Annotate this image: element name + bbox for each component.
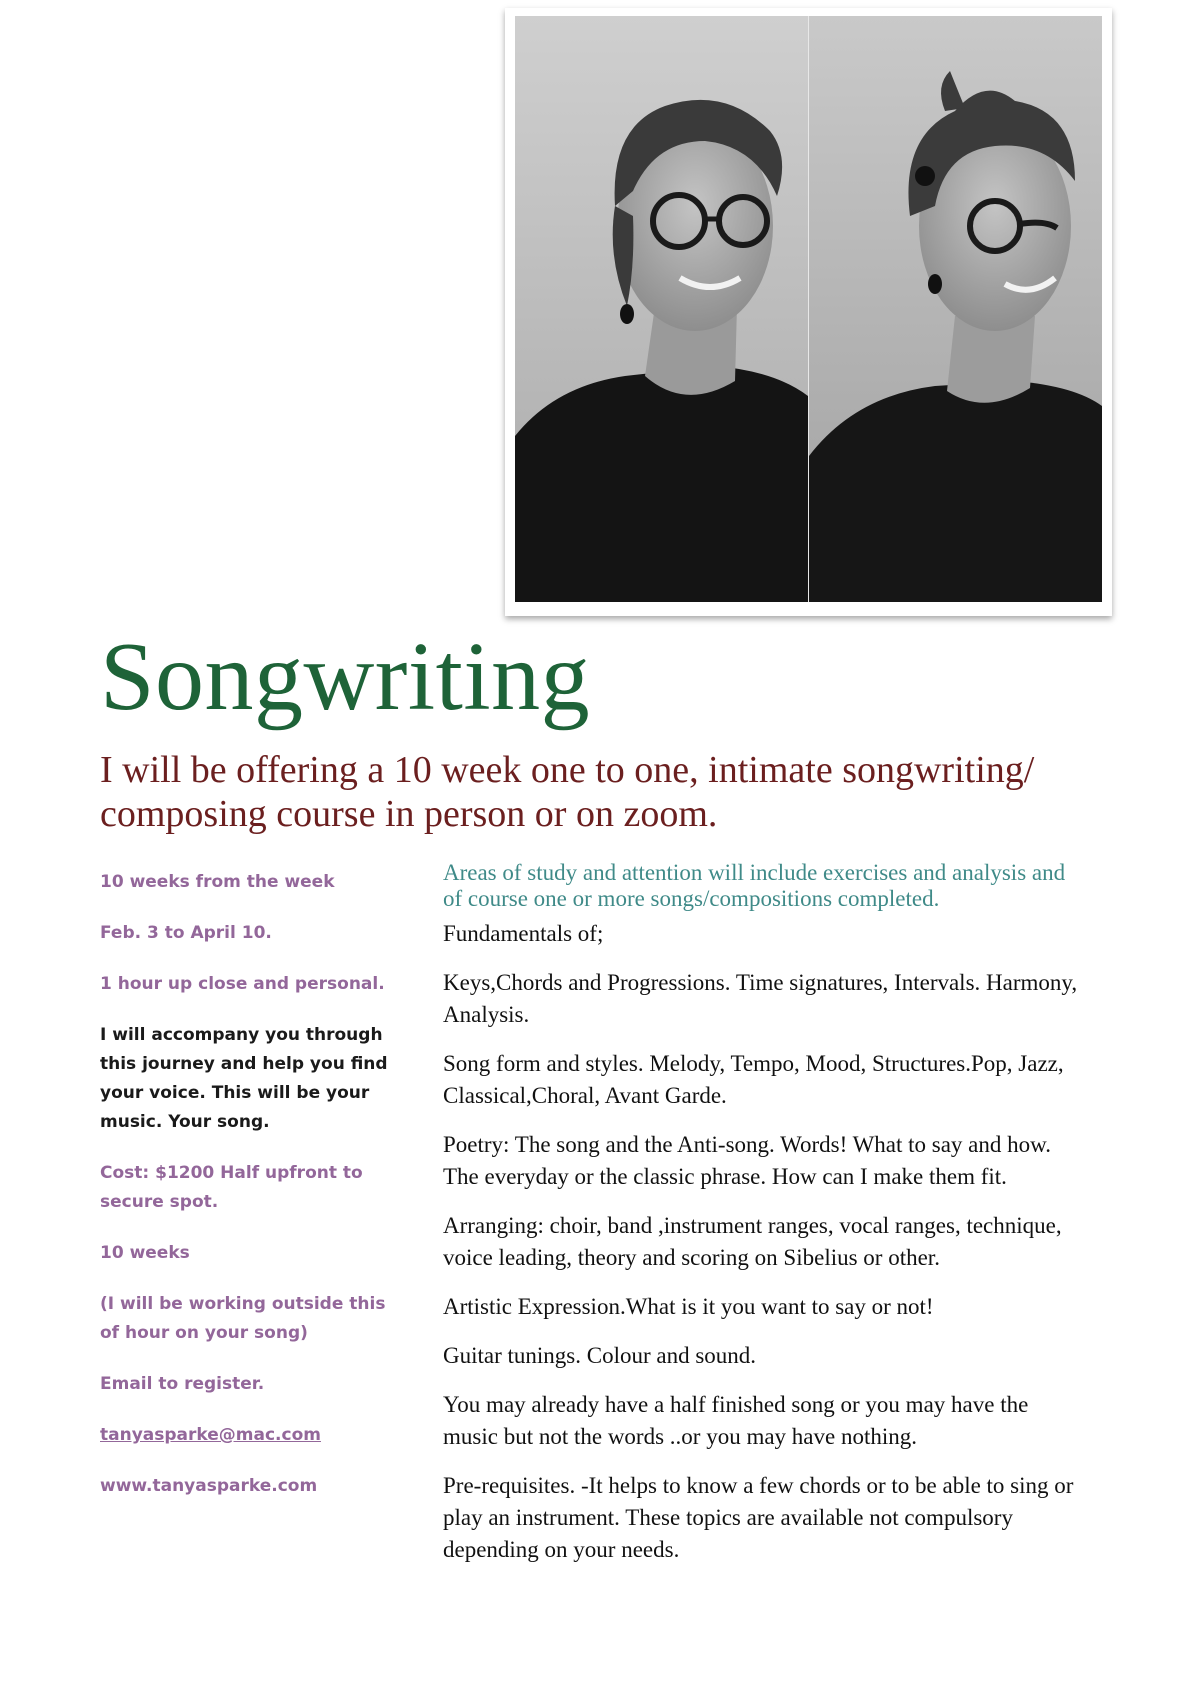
weeks-text: 10 weeks — [100, 1243, 190, 1263]
hour-text: 1 hour up close and personal. — [100, 974, 385, 994]
song-form-text: Song form and styles. Melody, Tempo, Mood, Structures.Pop, Jazz, Classical,Choral, Avant Garde. — [443, 1051, 1064, 1108]
page-title: Songwriting — [100, 623, 591, 731]
register-text: Email to register. — [100, 1374, 265, 1394]
outside-hour-text: (I will be working outside this of hour on your song) — [100, 1294, 386, 1343]
dates-text: Feb. 3 to April 10. — [100, 923, 272, 943]
email-link[interactable]: tanyasparke@mac.com — [100, 1425, 321, 1445]
keys-text: Keys,Chords and Progressions. Time signatures, Intervals. Harmony, Analysis. — [443, 970, 1078, 1027]
website-link[interactable]: www.tanyasparke.com — [100, 1476, 318, 1496]
portrait-photo — [515, 16, 1102, 602]
poetry-text: Poetry: The song and the Anti-song. Words! What to say and how. The everyday or the classic phrase. How can I make them fit. — [443, 1132, 1052, 1189]
fundamentals-text: Fundamentals of; — [443, 921, 604, 946]
cost-text: Cost: $1200 Half upfront to secure spot. — [100, 1163, 363, 1212]
accompany-text: I will accompany you through this journey and help you find your voice. This will be your music. Your song. — [100, 1025, 388, 1132]
course-details — [100, 868, 400, 1523]
guitar-text: Guitar tunings. Colour and sound. — [443, 1343, 757, 1368]
half-finished-text: You may already have a half finished song or you may have the music but not the words ..or you may have nothing. — [443, 1392, 1029, 1449]
intro-text: I will be offering a 10 week one to one, intimate songwriting/ composing course in person or on zoom. — [100, 749, 1035, 835]
weeks-from-text: 10 weeks from the week — [100, 872, 335, 892]
arranging-text: Arranging: choir, band ,instrument ranges, vocal ranges, technique, voice leading, theory and scoring on Sibelius or other. — [443, 1213, 1062, 1270]
areas-text: Areas of study and attention will include exercises and analysis and of course one or more songs/compositions completed. — [443, 860, 1066, 911]
prerequisites-text: Pre-requisites. -It helps to know a few chords or to be able to sing or play an instrument. These topics are available not compulsory depending on your needs. — [443, 1473, 1074, 1562]
artistic-text: Artistic Expression.What is it you want to say or not! — [443, 1294, 934, 1319]
photo-frame — [505, 8, 1112, 616]
study-areas — [443, 860, 1083, 1566]
